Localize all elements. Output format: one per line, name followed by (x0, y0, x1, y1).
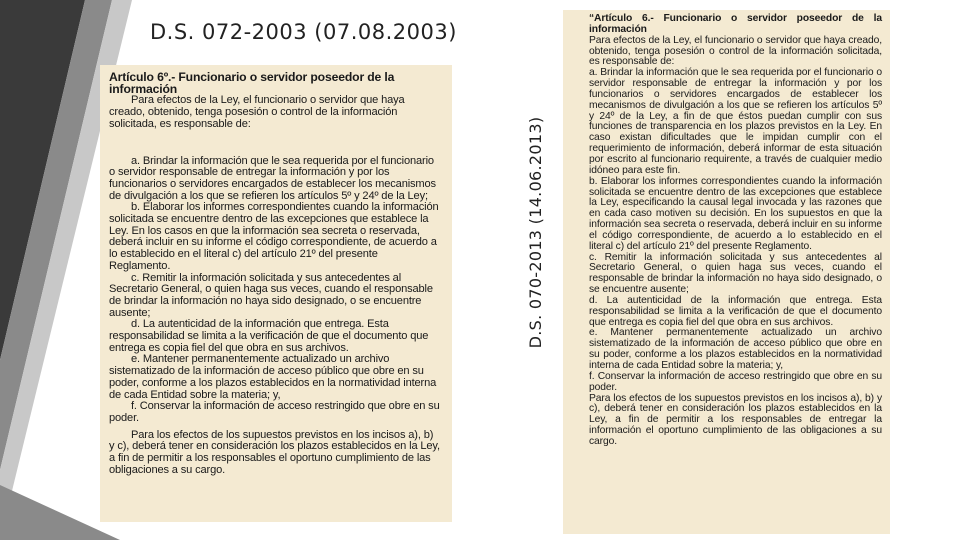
left-item-d: d. La autenticidad de la información que entrega. Esta responsabilidad se limita a la verificación de que el documento que entrega es copia fiel del que obra en sus archivos. (109, 318, 429, 354)
left-intro: Para efectos de la Ley, el funcionario o servidor que haya creado, obtenido, tenga posesión o control de la información solicitada, es responsable de: (109, 94, 405, 130)
left-item-f: f. Conservar la información de acceso restringido que obre en su poder. (109, 400, 440, 424)
right-intro: Para efectos de la Ley, el funcionario o servidor que haya creado, obtenido, tenga posesión o control de la información solicitada, es responsable de: (589, 34, 882, 68)
left-closing: Para los efectos de los supuestos previstos en los incisos a), b) y c), deberá tener en consideración los plazos establecidos en la Ley, a fin de permitir a los responsables el oportuno cumplimiento de las obligaciones a su cargo. (109, 428, 440, 476)
left-document-scan (100, 65, 452, 522)
right-item-c: c. Remitir la información solicitada y sus antecedentes al Secretario General, o quien haga sus veces, cuando el responsable de brindar la información no haya sido designado, o se encuentre ausente; (589, 251, 882, 296)
left-item-a: a. Brindar la información que le sea requerida por el funcionario o servidor responsable de entregar la información y por los funcionarios o servidores encargados de establecer los mecanismos de divulgación a los que se refieren los artículos 5º y 24º de la Ley; (109, 154, 436, 202)
right-item-a: a. Brindar la información que le sea requerida por el funcionario o servidor responsable de entregar la información y por los funcionarios o servidores encargados de establecer los mecanismos de divulgación a los que se refieren los artículos 5º y 24º de la Ley, a fin de que éstos puedan cumplir con sus funciones de transparencia en los plazos previstos en la Ley. En caso existan dificultades que le impidan cumplir con el requerimiento de información, deberá informar de esta situación por escrito al funcionario requirente, a través de cualquier medio idóneo para este fin. (589, 67, 882, 176)
right-item-f: f. Conservar la información de acceso restringido que obre en su poder. (589, 370, 882, 393)
slide-title: D.S. 072-2003 (07.08.2003) (150, 20, 457, 44)
left-item-b: b. Elaborar los informes correspondientes cuando la información solicitada se encuentre dentro de las excepciones que establece la Ley. En los casos en que la información sea secreta o reservada, deberá incluir en su informe el código correspondiente, de acuerdo a lo establecido en el literal c) del artículo 21º del presente Reglamento. (109, 201, 439, 272)
vertical-title: D.S. 070-2013 (14.06.2013) (526, 116, 545, 349)
left-item-c: c. Remitir la información solicitada y sus antecedentes al Secretario General, o quien haga sus veces, cuando el responsable de brindar la información no haya sido designado, o se encuentre ausente; (109, 271, 433, 319)
left-item-e: e. Mantener permanentemente actualizado un archivo sistematizado de la información de acceso público que obre en su poder, conforme a los plazos establecidos en la normatividad interna de cada Entidad sobre la materia; y, (109, 353, 437, 401)
right-item-e: e. Mantener permanentemente actualizado un archivo sistematizado de la información de acceso público que obre en su poder, conforme a los plazos establecidos en la normatividad interna de cada Entidad sobre la materia; y, (589, 327, 882, 371)
right-article-heading: “Artículo 6.- Funcionario o servidor poseedor de la información (589, 13, 882, 35)
right-item-d: d. La autenticidad de la información que entrega. Esta responsabilidad se limita a la verificación de que el documento que entrega es copia fiel del que obra en sus archivos. (589, 294, 882, 328)
right-document-scan (563, 10, 890, 534)
right-closing: Para los efectos de los supuestos previstos en los incisos a), b) y c), deberá tener en consideración los plazos establecidos en la Ley, a fin de permitir a los responsables de entregar la información el oportuno cumplimiento de las obligaciones a su cargo. (589, 392, 882, 447)
left-article-heading: Artículo 6º.- Funcionario o servidor poseedor de la información (109, 70, 395, 97)
right-item-b: b. Elaborar los informes correspondientes cuando la información solicitada se encuentre dentro de las excepciones que establece la Ley, especificando la causal legal invocada y las razones que en cada caso motiven su decisión. En los supuestos en que la información sea secreta o reservada, deberá incluir en su informe el código correspondiente, de acuerdo a lo establecido en el literal c) del artículo 21º del presente Reglamento. (589, 175, 882, 252)
